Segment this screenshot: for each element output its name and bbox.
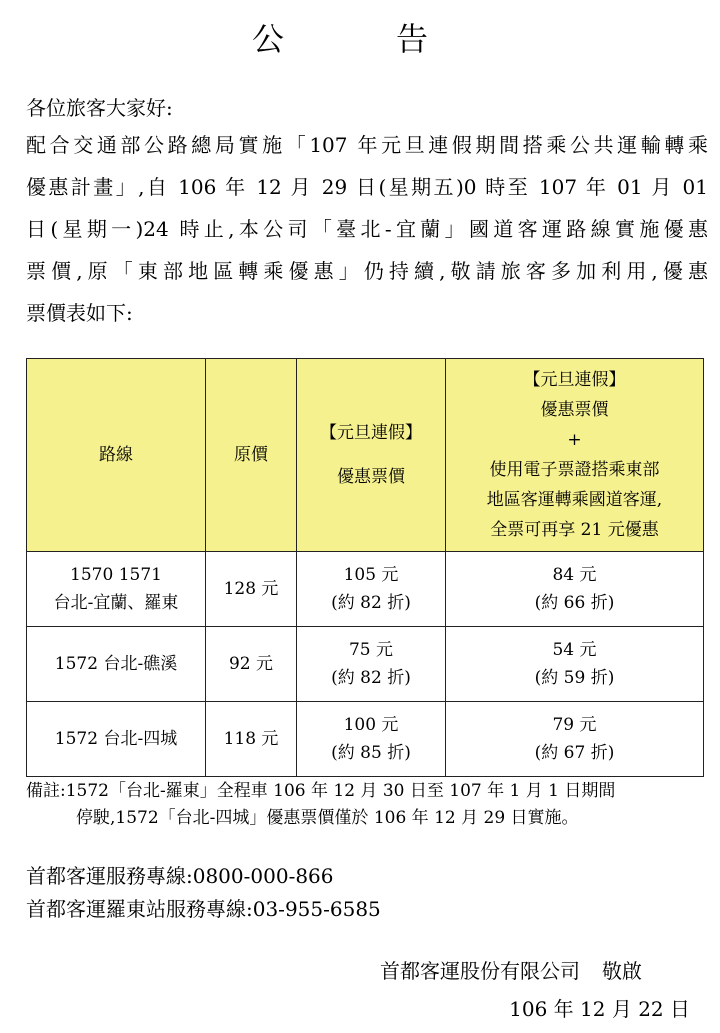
remark-note bbox=[26, 778, 615, 832]
paragraph-line: 票價,原「東部地區轉乘優惠」仍持續,敬請旅客多加利用,優惠 bbox=[26, 259, 708, 283]
price-value: 105 元 bbox=[343, 565, 399, 585]
table-row bbox=[27, 552, 704, 627]
note-line: 備註:1572「台北-羅東」全程車 106 年 12 月 30 日至 107 年 1 月 1 日期間 bbox=[26, 781, 616, 801]
page-title: 公 告 bbox=[251, 20, 468, 58]
header-text: 優惠票價 bbox=[337, 467, 405, 487]
header-text: 地區客運轉乘國道客運, bbox=[486, 490, 663, 510]
cell-original-price: 128 元 bbox=[206, 552, 297, 627]
table-header-row bbox=[27, 359, 704, 552]
header-transfer-price bbox=[446, 359, 704, 552]
price-value: 100 元 bbox=[343, 715, 399, 735]
cell-route bbox=[27, 552, 206, 627]
cell-original-price: 92 元 bbox=[206, 627, 297, 702]
cell-original-price: 118 元 bbox=[206, 702, 297, 777]
header-route: 路線 bbox=[27, 359, 206, 552]
discount-value: (約 59 折) bbox=[534, 668, 615, 688]
note-line: 停駛,1572「台北-四城」優惠票價僅於 106 年 12 月 29 日實施。 bbox=[76, 808, 579, 828]
closing-phrase: 敬啟 bbox=[602, 959, 642, 983]
discount-value: (約 67 折) bbox=[534, 743, 615, 763]
price-value: 54 元 bbox=[552, 640, 597, 660]
cell-holiday-price bbox=[297, 702, 446, 777]
luodong-station-hotline: 首都客運羅東站服務專線:03-955-6585 bbox=[26, 897, 381, 921]
company-name: 首都客運股份有限公司 bbox=[380, 959, 580, 983]
header-text: 全票可再享 21 元優惠 bbox=[490, 520, 659, 540]
cell-holiday-price bbox=[297, 552, 446, 627]
price-value: 79 元 bbox=[552, 715, 597, 735]
header-text: 優惠票價 bbox=[540, 400, 609, 420]
paragraph-line: 票價表如下: bbox=[26, 301, 133, 325]
route-code: 1570 1571 bbox=[70, 565, 162, 585]
greeting: 各位旅客大家好: bbox=[26, 96, 173, 120]
paragraph-line: 優惠計畫」,自 106 年 12 月 29 日(星期五)0 時至 107 年 01 月 01 bbox=[26, 175, 708, 199]
discount-value: (約 85 折) bbox=[331, 743, 411, 763]
header-text: 使用電子票證搭乘東部 bbox=[489, 460, 660, 480]
company-signature bbox=[380, 955, 642, 984]
fare-table bbox=[26, 358, 704, 777]
cell-transfer-price bbox=[446, 552, 704, 627]
discount-value: (約 82 折) bbox=[331, 593, 411, 613]
service-hotline: 首都客運服務專線:0800-000-866 bbox=[26, 864, 334, 888]
price-value: 84 元 bbox=[552, 565, 597, 585]
cell-holiday-price bbox=[297, 627, 446, 702]
header-text: 【元旦連假】 bbox=[320, 423, 422, 443]
cell-route: 1572 台北-礁溪 bbox=[27, 627, 206, 702]
table-row bbox=[27, 702, 704, 777]
announcement-date: 106 年 12 月 22 日 bbox=[509, 997, 690, 1021]
contact-info bbox=[26, 860, 381, 926]
price-value: 75 元 bbox=[348, 640, 394, 660]
announcement-paragraph bbox=[26, 124, 708, 334]
discount-value: (約 82 折) bbox=[331, 668, 411, 688]
header-original-price: 原價 bbox=[206, 359, 297, 552]
header-text: + bbox=[567, 430, 582, 450]
discount-value: (約 66 折) bbox=[534, 593, 615, 613]
cell-transfer-price bbox=[446, 702, 704, 777]
table-row bbox=[27, 627, 704, 702]
header-text: 【元旦連假】 bbox=[523, 370, 626, 390]
route-name: 台北-宜蘭、羅東 bbox=[53, 593, 179, 613]
header-holiday-price bbox=[297, 359, 446, 552]
paragraph-line: 日(星期一)24 時止,本公司「臺北-宜蘭」國道客運路線實施優惠 bbox=[26, 217, 708, 241]
cell-route: 1572 台北-四城 bbox=[27, 702, 206, 777]
paragraph-line: 配合交通部公路總局實施「107 年元旦連假期間搭乘公共運輸轉乘 bbox=[26, 133, 708, 157]
cell-transfer-price bbox=[446, 627, 704, 702]
